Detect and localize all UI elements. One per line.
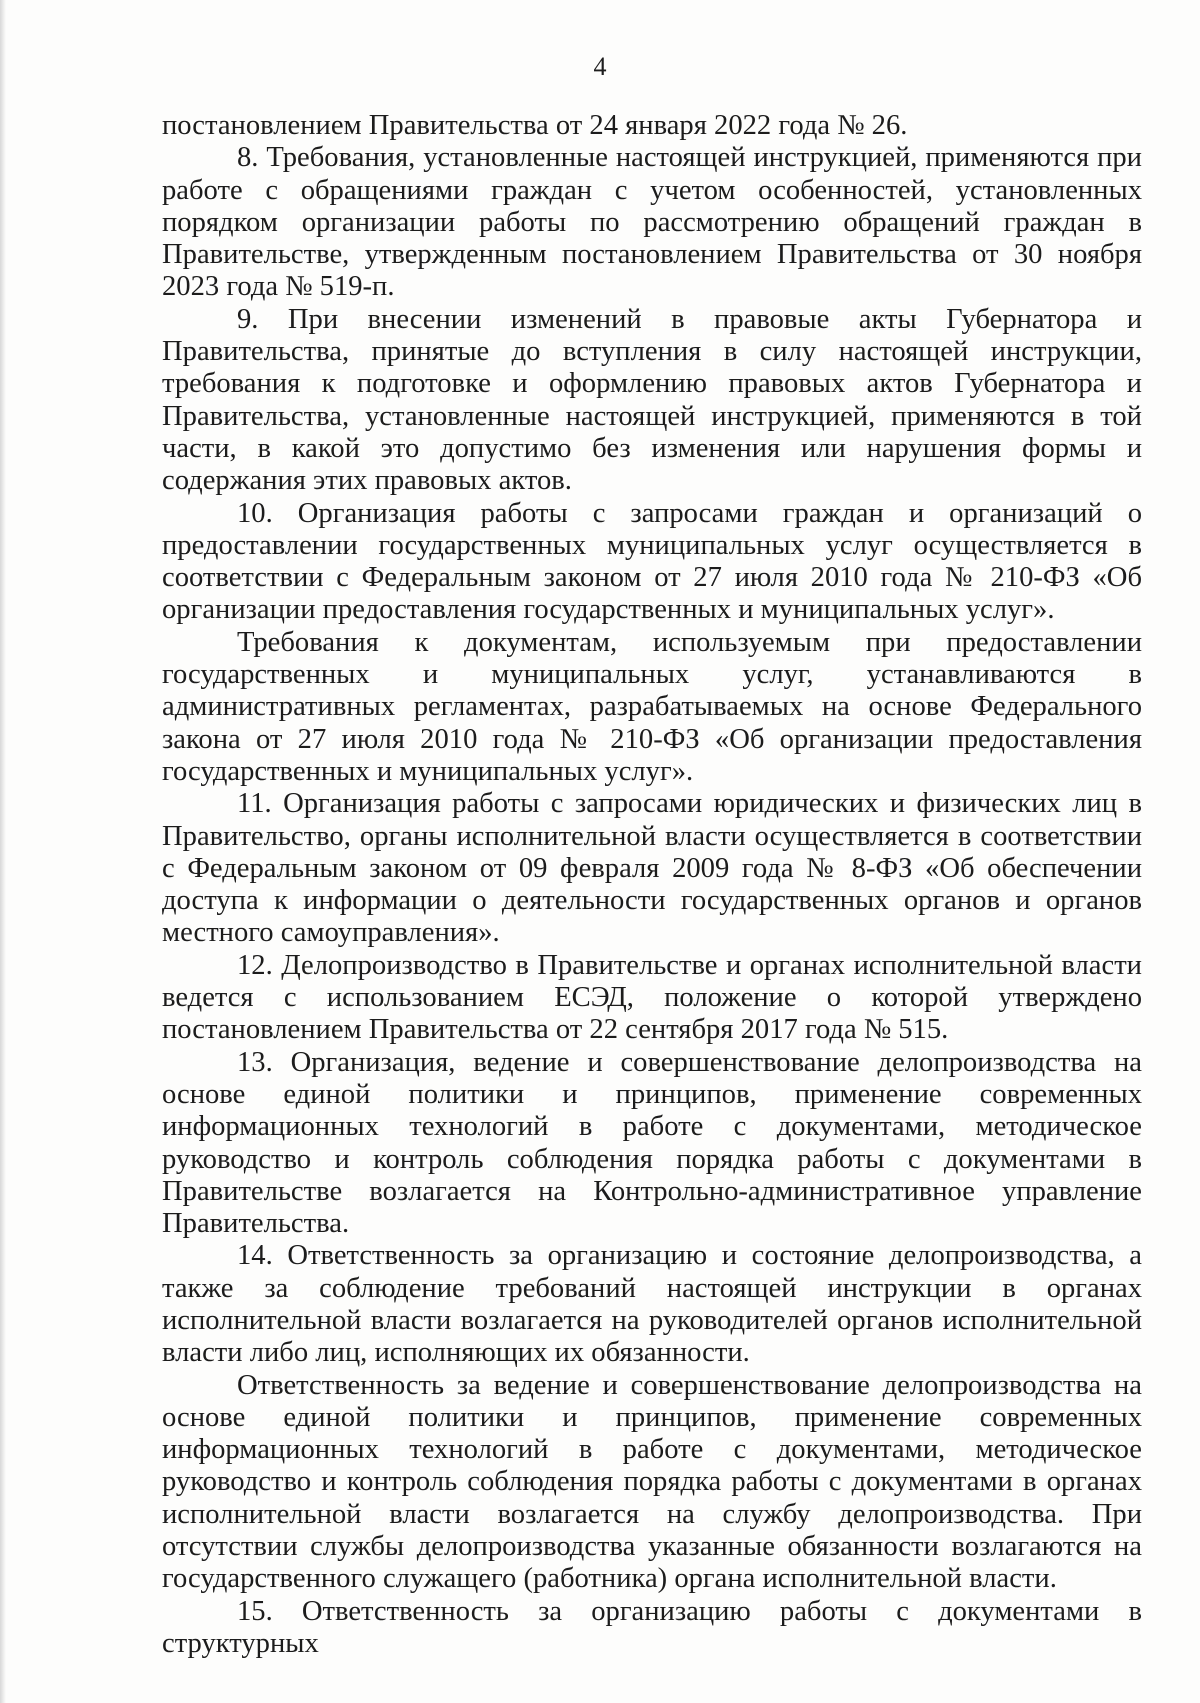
paragraph-item-14-responsibility: Ответственность за ведение и совершенствование делопроизводства на основе единой политики и принципов, применение современных информационных технологий в работе с документами, методическое руководство и контроль соблюдения порядка работы с документами в органах исполнительной власти возлагается на службу делопроизводства. При отсутствии службы делопроизводства указанные обязанности возлагаются на государственного служащего (работника) органа исполнительной власти. (162, 1369, 1142, 1595)
page-number: 4 (593, 52, 607, 81)
paragraph-item-9: 9. При внесении изменений в правовые акты Губернатора и Правительства, принятые до вступления в силу настоящей инструкции, требования к подготовке и оформлению правовых актов Губернатора и Правительства, установленные настоящей инструкцией, применяются в той части, в какой это допустимо без изменения или нарушения формы и содержания этих правовых актов. (162, 303, 1142, 497)
paragraph-item-12: 12. Делопроизводство в Правительстве и органах исполнительной власти ведется с использованием ЕСЭД, положение о которой утверждено постановлением Правительства от 22 сентября 2017 года № 515. (162, 949, 1142, 1046)
paragraph-item-15: 15. Ответственность за организацию работы с документами в структурных (162, 1595, 1142, 1659)
scan-edge-shadow (0, 0, 6, 1703)
document-body (162, 110, 1142, 1660)
paragraph-continuation: постановлением Правительства от 24 января 2022 года № 26. (162, 110, 908, 141)
paragraph-item-10-requirements: Требования к документам, используемым при предоставлении государственных и муниципальных услуг, устанавливаются в административных регламентах, разрабатываемых на основе Федерального закона от 27 июля 2010 года № 210-ФЗ «Об организации предоставления государственных и муниципальных услуг». (162, 626, 1142, 787)
paragraph-item-14: 14. Ответственность за организацию и состояние делопроизводства, а также за соблюдение требований настоящей инструкции в органах исполнительной власти возлагается на руководителей органов исполнительной власти либо лиц, исполняющих их обязанности. (162, 1240, 1142, 1369)
paragraph-item-13: 13. Организация, ведение и совершенствование делопроизводства на основе единой политики и принципов, применение современных информационных технологий в работе с документами, методическое руководство и контроль соблюдения порядка работы с документами в Правительстве возлагается на Контрольно-административное управление Правительства. (162, 1046, 1142, 1240)
paragraph-item-10: 10. Организация работы с запросами граждан и организаций о предоставлении государственных муниципальных услуг осуществляется в соответствии с Федеральным законом от 27 июля 2010 года № 210-ФЗ «Об организации предоставления государственных и муниципальных услуг». (162, 497, 1142, 626)
paragraph-item-11: 11. Организация работы с запросами юридических и физических лиц в Правительство, органы исполнительной власти осуществляется в соответствии с Федеральным законом от 09 февраля 2009 года № 8-ФЗ «Об обеспечении доступа к информации о деятельности государственных органов и органов местного самоуправления». (162, 788, 1142, 949)
paragraph-item-8: 8. Требования, установленные настоящей инструкцией, применяются при работе с обращениями граждан с учетом особенностей, установленных порядком организации работы по рассмотрению обращений граждан в Правительстве, утвержденным постановлением Правительства от 30 ноября 2023 года № 519-п. (162, 142, 1142, 303)
